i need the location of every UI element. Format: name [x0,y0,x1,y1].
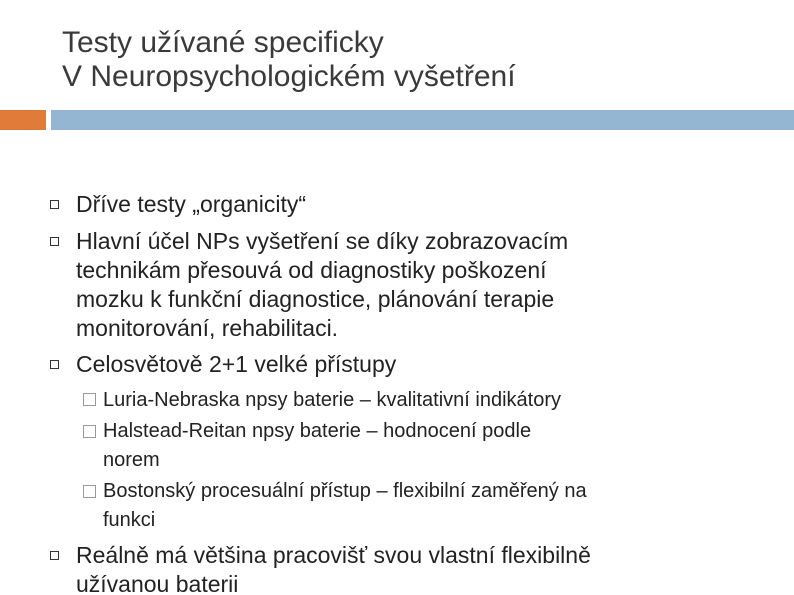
sub-bullet-text: Bostonský procesuální přístup – flexibilní zaměřený na [103,480,587,502]
bullet-item-2 [76,227,568,343]
square-sub-bullet-icon [83,485,96,498]
slide-title [62,26,516,94]
square-bullet-icon [50,200,59,209]
square-bullet-icon [50,237,59,246]
bullet-text: Hlavní účel NPs vyšetření se díky zobrazovacím [76,228,569,254]
sub-bullet-text: Luria-Nebraska npsy baterie – kvalitativní indikátory [103,389,561,411]
slide-title-line-2: V Neuropsychologickém vyšetření [62,60,516,93]
accent-bar-orange [0,110,46,130]
slide-title-line-1: Testy užívané specificky [62,26,384,59]
accent-bar-blue [51,110,794,130]
bullet-item-3 [76,350,396,379]
square-sub-bullet-icon [83,393,96,406]
sub-bullet-item-1 [103,385,561,415]
bullet-item-1 [76,190,306,219]
bullet-text: Reálně má většina pracovišť svou vlastní flexibilně [76,542,591,568]
bullet-text: Celosvětově 2+1 velké přístupy [76,351,397,377]
sub-bullet-text: Halstead-Reitan npsy baterie – hodnocení podle [103,420,532,442]
square-bullet-icon [50,551,59,560]
sub-bullet-item-2 [103,417,531,475]
bullet-text: Dříve testy „organicity“ [76,191,307,217]
bullet-item-4 [76,541,591,595]
bullet-text: monitorování, rehabilitaci. [76,315,339,341]
square-bullet-icon [50,360,59,369]
sub-bullet-item-3 [103,477,587,535]
square-sub-bullet-icon [83,425,96,438]
sub-bullet-text: norem [103,449,160,471]
bullet-text: technikám přesouvá od diagnostiky poškození [76,257,547,283]
sub-bullet-text: funkci [103,509,156,531]
bullet-text: mozku k funkční diagnostice, plánování terapie [76,286,555,312]
bullet-text: užívanou baterii [76,571,239,595]
